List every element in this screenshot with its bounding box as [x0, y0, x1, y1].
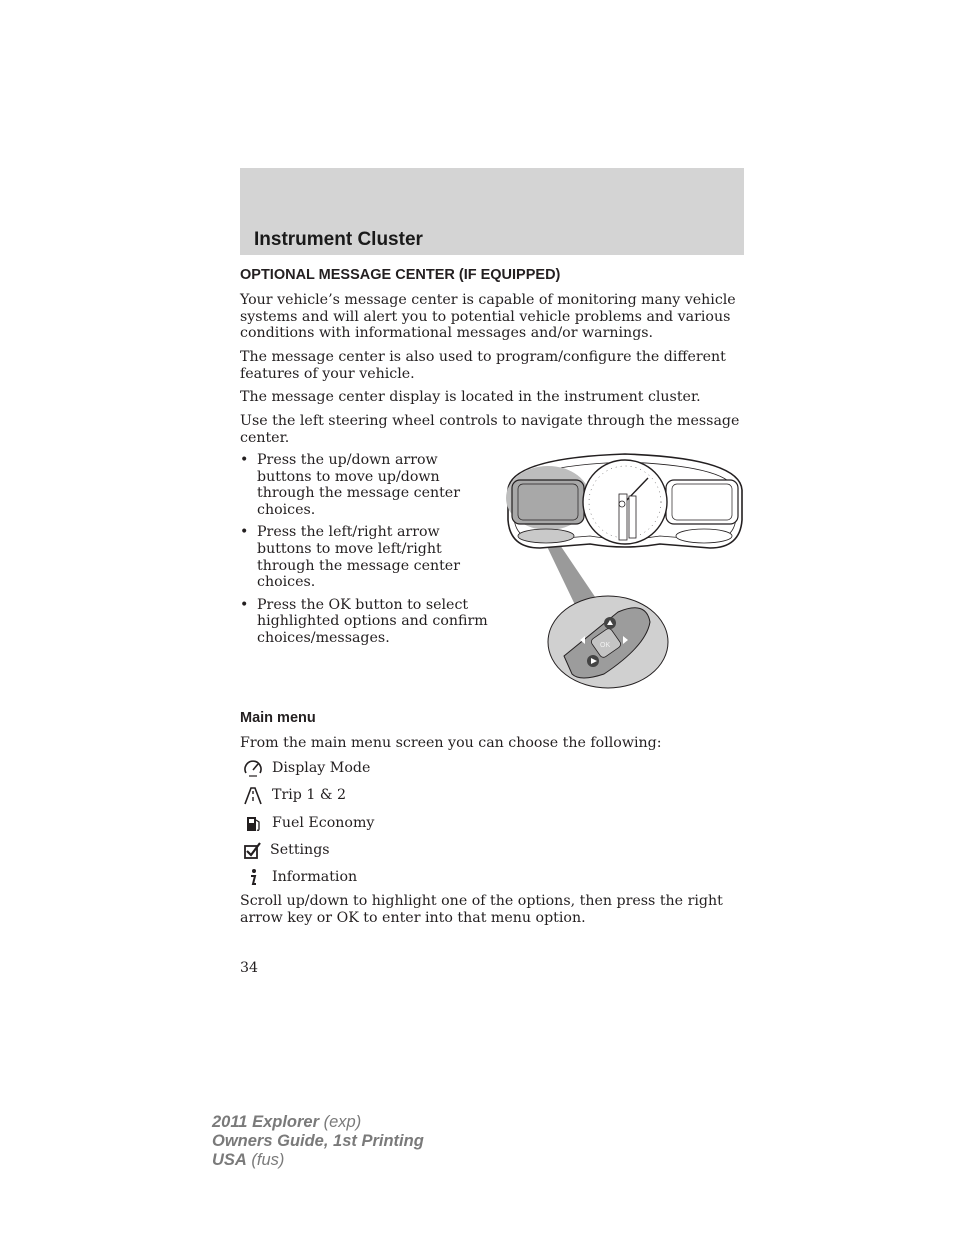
list-item: [240, 452, 490, 518]
page-number: 34: [240, 960, 259, 976]
list-item-label: Trip 1 & 2: [272, 787, 347, 803]
list-item-label: Fuel Economy: [272, 815, 375, 831]
info-icon: [242, 868, 264, 888]
main-menu-intro: From the main menu screen you can choose the following:: [240, 735, 662, 751]
list-item-label: Settings: [270, 842, 330, 858]
gauge-icon: [242, 759, 264, 779]
paragraph-program: The message center is also used to program/configure the different features of your vehicle.: [240, 349, 726, 382]
fuel-pump-icon: [242, 814, 264, 834]
footer-imprint: [212, 1113, 424, 1170]
paragraph-location: The message center display is located in the instrument cluster.: [240, 389, 701, 405]
list-item-text: Press the up/down arrow buttons to move up/down through the message center choices.: [257, 452, 460, 518]
ok-button-label: OK: [600, 642, 611, 649]
bullet-marker: •: [240, 524, 249, 541]
footer-printing: Owners Guide, 1st Printing: [212, 1132, 424, 1150]
bullet-marker: •: [240, 452, 249, 468]
controls-bullet-list: [240, 452, 490, 653]
page-title: Instrument Cluster: [254, 229, 423, 250]
header-band: [240, 168, 744, 255]
right-lower-bezel: [676, 529, 732, 543]
left-display: [512, 480, 584, 524]
center-gauge-bar: [629, 496, 636, 538]
bullet-marker: •: [240, 596, 249, 613]
paragraph-navigate: Use the left steering wheel controls to navigate through the message center.: [240, 413, 740, 446]
list-item: [240, 524, 490, 590]
right-display: [666, 480, 738, 524]
main-menu-outro: Scroll up/down to highlight one of the options, then press the right arrow key or OK to enter into that menu option.: [240, 893, 723, 926]
main-menu-heading: Main menu: [240, 710, 316, 726]
road-icon: [242, 786, 264, 806]
list-item-label: Display Mode: [272, 760, 371, 776]
footer-model: 2011 Explorer: [212, 1113, 320, 1131]
paragraph-monitoring: Your vehicle’s message center is capable of monitoring many vehicle systems and will alert you to potential vehicle problems and various conditions with informational messages and/or warnings.: [240, 292, 736, 342]
instrument-cluster-illustration: [500, 450, 750, 692]
left-lower-bezel: [518, 529, 574, 543]
footer-market-code: (fus): [246, 1151, 285, 1169]
list-item-label: Information: [272, 869, 358, 885]
footer-model-code: (exp): [319, 1113, 362, 1131]
checkbox-icon: [242, 841, 264, 861]
list-item-text: Press the OK button to select highlighted options and confirm choices/messages.: [257, 596, 488, 646]
list-item: [240, 597, 490, 647]
footer-market: USA: [212, 1151, 247, 1169]
list-item-text: Press the left/right arrow buttons to move left/right through the message center choices.: [257, 524, 460, 591]
section-heading: OPTIONAL MESSAGE CENTER (IF EQUIPPED): [240, 267, 561, 283]
